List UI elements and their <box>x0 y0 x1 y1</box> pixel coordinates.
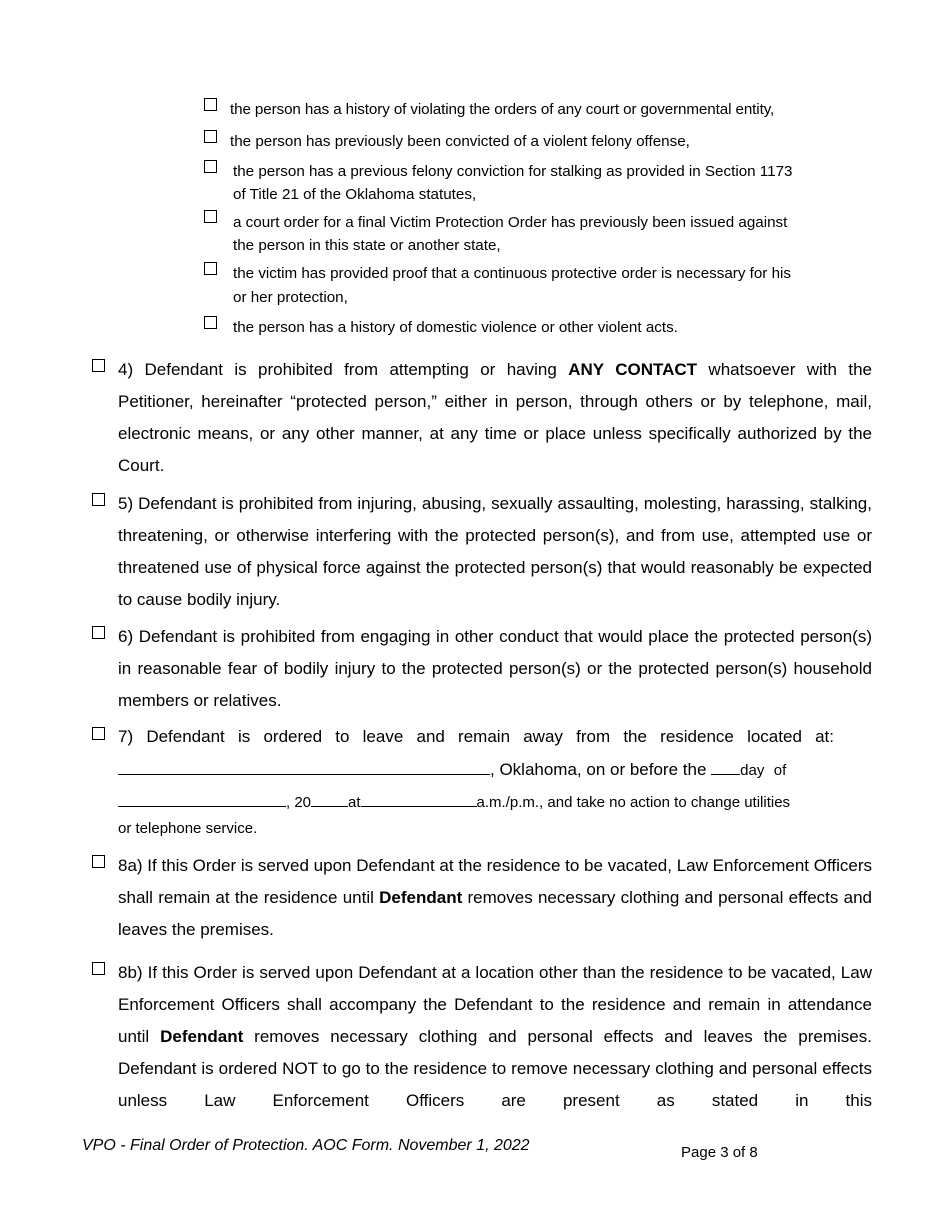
sub-item-text: the person in this state or another state, <box>233 237 501 254</box>
item4-text: whatsoever with the Petitioner, hereinafter “protected person,” either in person, through others or by telephone, mail, electronic means, or any other manner, at any time or place unless specifically authorized by the Court. <box>118 360 872 475</box>
sub-item-text: the victim has provided proof that a continuous protective order is necessary for his <box>233 265 791 282</box>
oklahoma-text: , Oklahoma, on or before the <box>490 760 707 779</box>
checkbox[interactable] <box>204 130 217 143</box>
sub-item-text: a court order for a final Victim Protection Order has previously been issued against <box>233 214 788 231</box>
day-label: day <box>740 762 765 779</box>
item8a-bold: Defendant <box>379 888 463 907</box>
checkbox[interactable] <box>204 316 217 329</box>
item8b-paragraph <box>118 957 872 1117</box>
sub-item-text: the person has a history of violating the orders of any court or governmental entity, <box>230 101 775 118</box>
footer-form-title: VPO - Final Order of Protection. AOC Form. November 1, 2022 <box>82 1137 530 1154</box>
month-field[interactable] <box>118 791 286 807</box>
item8b-checkbox[interactable] <box>92 962 105 975</box>
item8a-paragraph <box>118 850 872 946</box>
sub-item-text: of Title 21 of the Oklahoma statutes, <box>233 186 477 203</box>
item8b-text: removes necessary clothing and personal effects and leaves the premises. Defendant is ordered NOT to go to the residence to remove necessary clothing and personal effects unless Law Enforcement Officers are present as stated in this <box>118 1027 872 1110</box>
time-field[interactable] <box>361 791 477 807</box>
page-number: Page 3 of 8 <box>681 1144 758 1161</box>
item7-line4: or telephone service. <box>118 820 258 837</box>
item6-text: 6) Defendant is prohibited from engaging in other conduct that would place the protected person(s) in reasonable fear of bodily injury to the protected person(s) or the protected person(s) household members or relatives. <box>118 627 872 710</box>
sub-item-text: the person has a previous felony conviction for stalking as provided in Section 1173 <box>233 163 793 180</box>
item6-paragraph <box>118 621 872 717</box>
year-field[interactable] <box>311 791 348 807</box>
year-prefix: , 20 <box>286 794 312 811</box>
item7-address-row <box>118 759 786 780</box>
sub-item-text: the person has previously been convicted of a violent felony offense, <box>230 133 690 150</box>
item7-line1: 7) Defendant is ordered to leave and remain away from the residence located at: <box>118 727 834 746</box>
sub-item-text: or her protection, <box>233 289 348 306</box>
checkbox[interactable] <box>204 210 217 223</box>
item4-text: 4) Defendant is prohibited from attempting or having <box>118 360 569 379</box>
at-label: at <box>348 794 361 811</box>
sub-item-text: the person has a history of domestic violence or other violent acts. <box>233 319 678 336</box>
item7-date-row <box>118 791 790 811</box>
checkbox[interactable] <box>204 160 217 173</box>
item5-paragraph <box>118 488 872 616</box>
day-field[interactable] <box>711 759 740 775</box>
item4-bold: ANY CONTACT <box>568 360 698 379</box>
item8b-bold: Defendant <box>160 1027 244 1046</box>
item5-text: 5) Defendant is prohibited from injuring, abusing, sexually assaulting, molesting, harassing, stalking, threatening, or otherwise interfering with the protected person(s), and from use, attempted use or threatened use of physical force against the protected person(s) that would reasonably be expected to cause bodily injury. <box>118 494 872 609</box>
item7-checkbox[interactable] <box>92 727 105 740</box>
item5-checkbox[interactable] <box>92 493 105 506</box>
item6-checkbox[interactable] <box>92 626 105 639</box>
item8a-checkbox[interactable] <box>92 855 105 868</box>
address-field[interactable] <box>118 759 490 775</box>
checkbox[interactable] <box>204 262 217 275</box>
item8a-text: removes necessary clothing and personal effects and leaves the premises. <box>118 888 872 939</box>
item8b-text: 8b) If this Order is served upon Defendant at a location other than the residence to be vacated, Law Enforcement Officers shall accompany the Defendant to the residence and remain in attendance until <box>118 963 872 1046</box>
of-label: of <box>773 762 787 779</box>
checkbox[interactable] <box>204 98 217 111</box>
item8a-text: 8a) If this Order is served upon Defendant at the residence to be vacated, Law Enforcement Officers shall remain at the residence until <box>118 856 872 907</box>
item4-checkbox[interactable] <box>92 359 105 372</box>
item4-paragraph <box>118 354 872 482</box>
ampm-text: a.m./p.m., and take no action to change utilities <box>476 794 791 811</box>
